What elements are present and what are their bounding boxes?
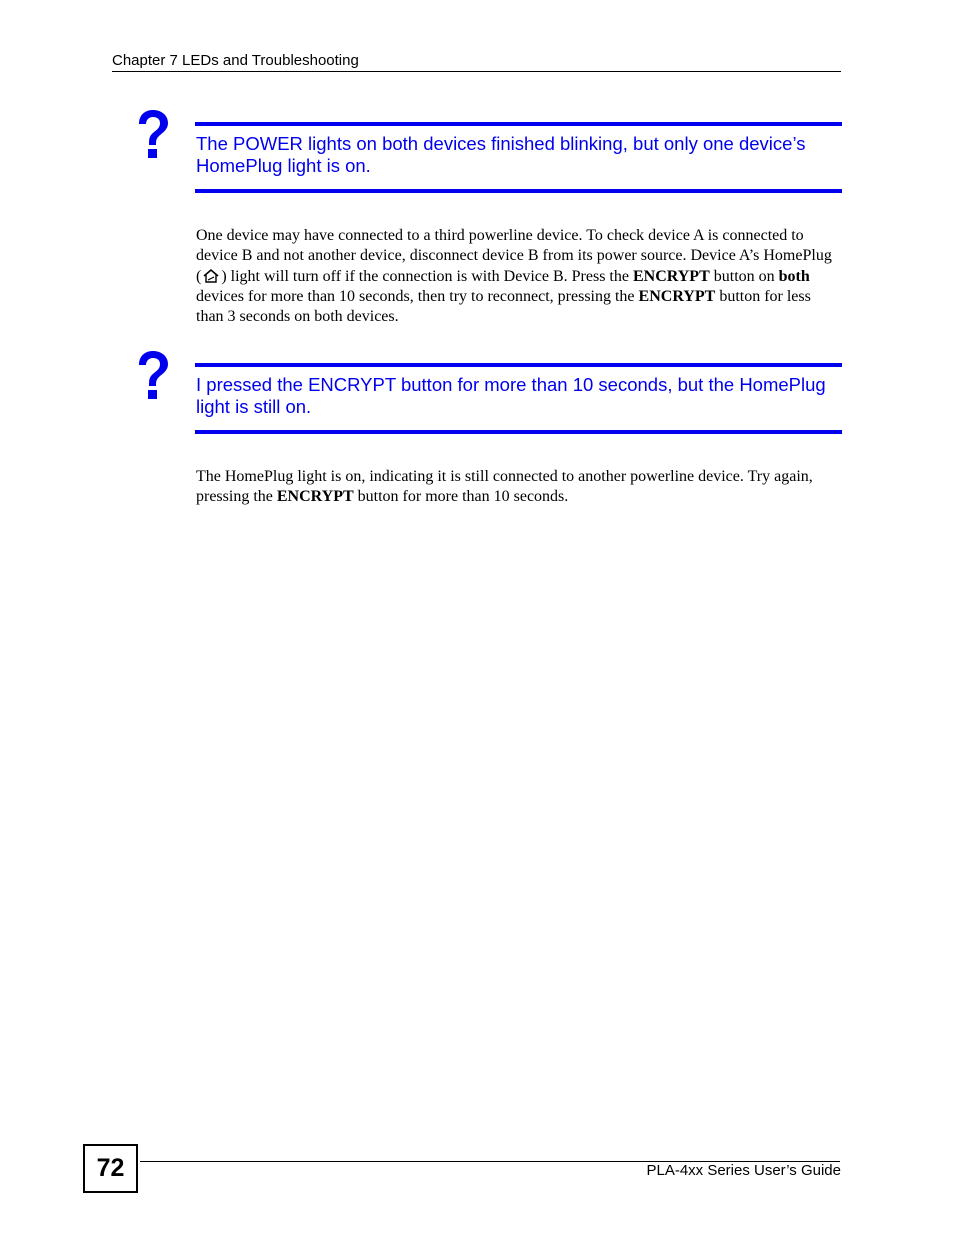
answer-paragraph: The HomePlug light is on, indicating it is still connected to another powerline device. Try again, pressing the ENCRYPT button for more than 10 seconds. xyxy=(196,468,813,506)
question-top-rule xyxy=(195,122,842,126)
page-number: 72 xyxy=(83,1144,138,1193)
question-top-rule xyxy=(195,363,842,367)
header-divider xyxy=(112,71,841,72)
question-bottom-rule xyxy=(195,430,842,434)
question-mark-icon xyxy=(134,108,172,160)
question-mark-icon xyxy=(134,349,172,401)
chapter-header: Chapter 7 LEDs and Troubleshooting xyxy=(112,52,359,69)
guide-title: PLA-4xx Series User’s Guide xyxy=(646,1162,841,1179)
answer-paragraph: One device may have connected to a third powerline device. To check device A is connected to device B and not another device, disconnect device B from its power source. Device A’s HomePlug ( ) light will turn off if the connection is with Device B. Press the ENCRYPT button on both devices for more than 10 seconds, then try to reconnect, pressing the ENCRYPT button for less than 3 seconds on both devices. xyxy=(196,227,832,326)
question-bottom-rule xyxy=(195,189,842,193)
homeplug-icon xyxy=(202,268,220,284)
question-title: I pressed the ENCRYPT button for more than 10 seconds, but the HomePlug light is still on. xyxy=(196,374,826,417)
question-title: The POWER lights on both devices finished blinking, but only one device’s HomePlug light is on. xyxy=(196,133,806,176)
